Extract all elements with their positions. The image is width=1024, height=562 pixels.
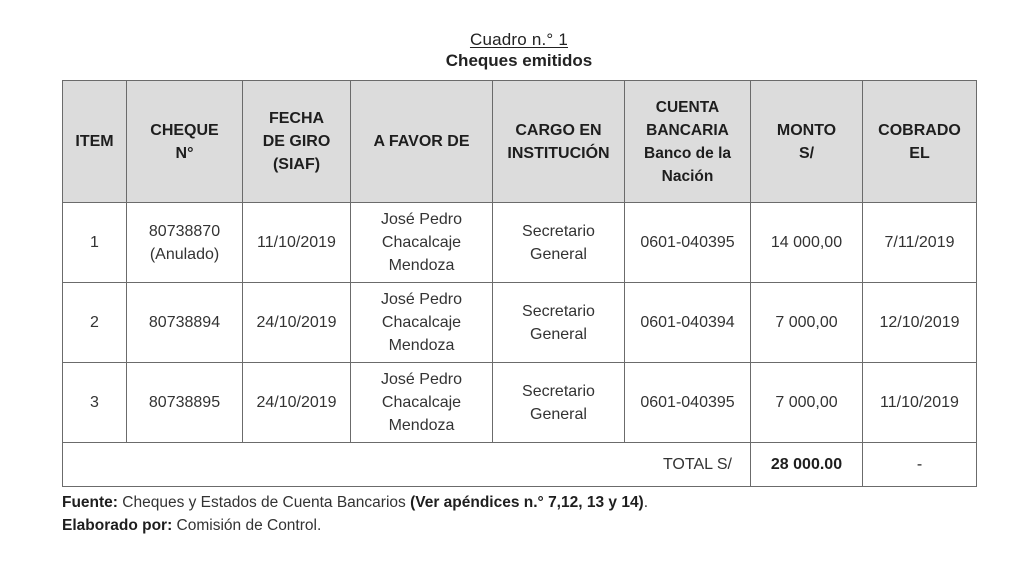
cell-cobrado: 7/11/2019 [863, 203, 977, 283]
cell-a-favor-de: José Pedro Chacalcaje Mendoza [351, 203, 493, 283]
cell-cobrado: 12/10/2019 [863, 283, 977, 363]
prepared-line [62, 514, 648, 537]
total-row [63, 443, 977, 487]
cell-a-favor-de: José Pedro Chacalcaje Mendoza [351, 363, 493, 443]
cell-cargo: Secretario General [493, 283, 625, 363]
cell-fecha: 24/10/2019 [243, 283, 351, 363]
header-cheque: CHEQUE N° [127, 81, 243, 203]
table-caption [0, 30, 1024, 71]
cell-cheque: 80738895 [127, 363, 243, 443]
cell-cheque: 80738870 (Anulado) [127, 203, 243, 283]
cell-cuenta: 0601-040394 [625, 283, 751, 363]
source-line [62, 491, 648, 514]
source-reference: (Ver apéndices n.° 7,12, 13 y 14) [410, 494, 644, 511]
cell-item: 1 [63, 203, 127, 283]
cell-monto: 7 000,00 [751, 363, 863, 443]
total-cobrado: - [863, 443, 977, 487]
table-footer [62, 491, 648, 537]
cell-cobrado: 11/10/2019 [863, 363, 977, 443]
table-row [63, 203, 977, 283]
header-fecha-giro: FECHA DE GIRO (SIAF) [243, 81, 351, 203]
cell-monto: 14 000,00 [751, 203, 863, 283]
cell-a-favor-de: José Pedro Chacalcaje Mendoza [351, 283, 493, 363]
cell-item: 2 [63, 283, 127, 363]
source-end: . [643, 494, 649, 511]
header-item: ITEM [63, 81, 127, 203]
header-a-favor-de: A FAVOR DE [351, 81, 493, 203]
cell-cargo: Secretario General [493, 203, 625, 283]
table-subtitle: Cheques emitidos [445, 51, 593, 70]
header-cuenta-bancaria: CUENTA BANCARIA Banco de la Nación [625, 81, 751, 203]
cell-cuenta: 0601-040395 [625, 203, 751, 283]
source-text: Cheques y Estados de Cuenta Bancarios [117, 494, 411, 511]
header-cobrado: COBRADO EL [863, 81, 977, 203]
header-cargo: CARGO EN INSTITUCIÓN [493, 81, 625, 203]
table-row [63, 283, 977, 363]
cell-item: 3 [63, 363, 127, 443]
table-row [63, 363, 977, 443]
header-monto: MONTO S/ [751, 81, 863, 203]
prepared-text: Comisión de Control. [172, 517, 322, 534]
cell-cargo: Secretario General [493, 363, 625, 443]
prepared-label: Elaborado por: [62, 517, 173, 534]
total-label: TOTAL S/ [63, 443, 751, 487]
table-header-row [63, 81, 977, 203]
cheques-table [62, 80, 977, 487]
cell-cheque: 80738894 [127, 283, 243, 363]
total-value: 28 000.00 [751, 443, 863, 487]
cell-monto: 7 000,00 [751, 283, 863, 363]
cell-fecha: 24/10/2019 [243, 363, 351, 443]
cell-fecha: 11/10/2019 [243, 203, 351, 283]
table-title: Cuadro n.° 1 [469, 30, 569, 49]
cell-cuenta: 0601-040395 [625, 363, 751, 443]
source-label: Fuente: [62, 494, 118, 511]
